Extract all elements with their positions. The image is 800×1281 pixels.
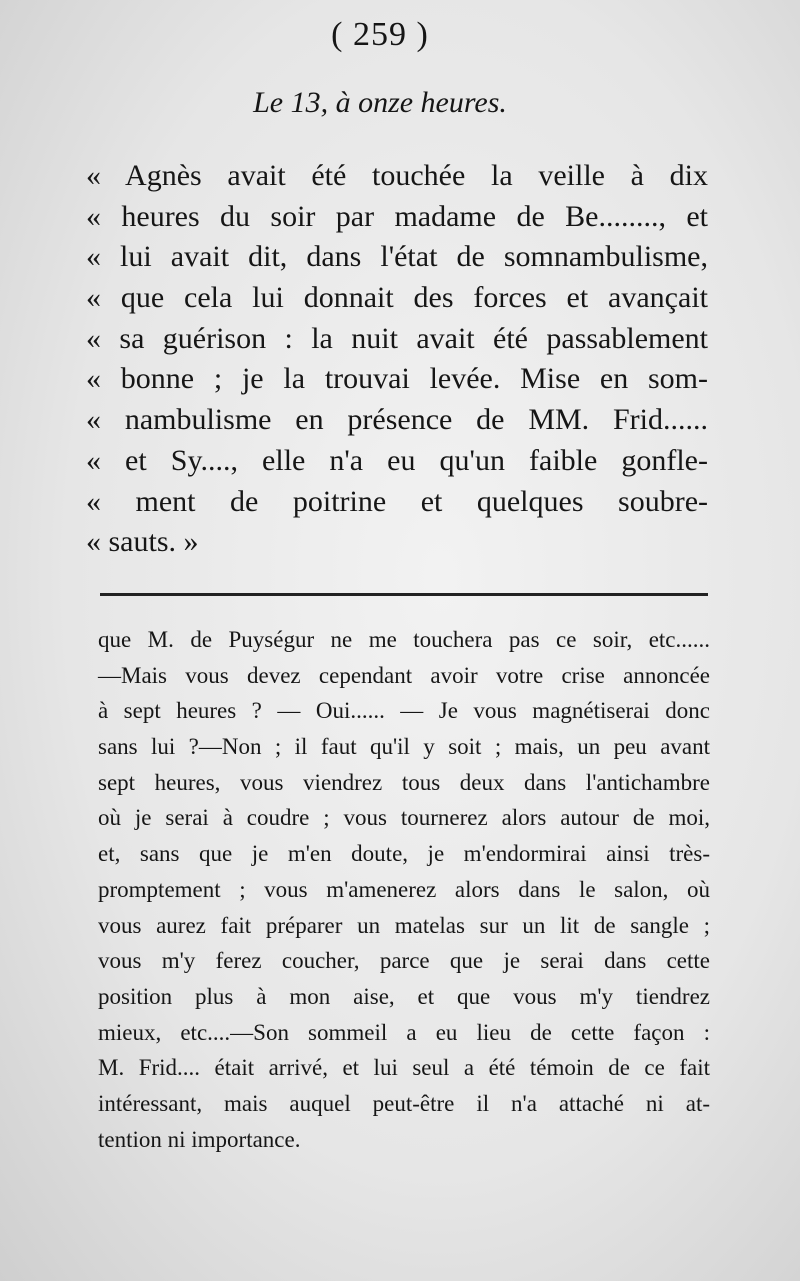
footnote-line: où je serai à coudre ; vous tournerez alors autour de moi, bbox=[98, 805, 710, 831]
footnote-line: sans lui ?—Non ; il faut qu'il y soit ; mais, un peu avant bbox=[98, 734, 710, 760]
footnote-line: position plus à mon aise, et que vous m'y tiendrez bbox=[98, 983, 710, 1009]
quote-line: « et Sy...., elle n'a eu qu'un faible gonfle- bbox=[86, 443, 708, 477]
footnote-line: vous m'y ferez coucher, parce que je serai dans cette bbox=[98, 948, 710, 974]
footnote-line: que M. de Puységur ne me touchera pas ce soir, etc...... bbox=[98, 627, 710, 652]
footnote-line: —Mais vous devez cependant avoir votre crise annoncée bbox=[98, 662, 710, 688]
quote-paragraph bbox=[86, 156, 708, 563]
quote-line: « que cela lui donnait des forces et avançait bbox=[86, 281, 708, 315]
quote-line: « sa guérison : la nuit avait été passablement bbox=[86, 321, 708, 355]
footnote-line: vous aurez fait préparer un matelas sur un lit de sangle ; bbox=[98, 912, 710, 938]
footnote-line: tention ni importance. bbox=[98, 1126, 301, 1152]
quote-line: « bonne ; je la trouvai levée. Mise en som- bbox=[86, 362, 708, 396]
quote-line: « ment de poitrine et quelques soubre- bbox=[86, 484, 708, 518]
quote-line: « nambulisme en présence de MM. Frid...... bbox=[86, 403, 708, 437]
quote-line: « heures du soir par madame de Be........, et bbox=[86, 199, 708, 233]
footnote-line: M. Frid.... était arrivé, et lui seul a été témoin de ce fait bbox=[98, 1055, 710, 1081]
footnote-divider bbox=[100, 593, 708, 596]
page-number: ( 259 ) bbox=[331, 16, 429, 53]
quote-line: « sauts. » bbox=[86, 525, 199, 559]
footnote-line: sept heures, vous viendrez tous deux dans l'antichambre bbox=[98, 769, 710, 795]
footnote-line: mieux, etc....—Son sommeil a eu lieu de cette façon : bbox=[98, 1019, 710, 1045]
footnote-line: à sept heures ? — Oui...... — Je vous magnétiserai donc bbox=[98, 698, 710, 724]
quote-line: « lui avait dit, dans l'état de somnambulisme, bbox=[86, 240, 708, 274]
footnote-line: intéressant, mais auquel peut-être il n'a attaché ni at- bbox=[98, 1090, 710, 1116]
footnote-line: et, sans que je m'en doute, je m'endormirai ainsi très- bbox=[98, 841, 710, 867]
section-heading: Le 13, à onze heures. bbox=[253, 86, 507, 119]
footnote-paragraph bbox=[98, 622, 710, 1157]
footnote-line: promptement ; vous m'amenerez alors dans le salon, où bbox=[98, 876, 710, 902]
quote-line: « Agnès avait été touchée la veille à dix bbox=[86, 159, 708, 192]
